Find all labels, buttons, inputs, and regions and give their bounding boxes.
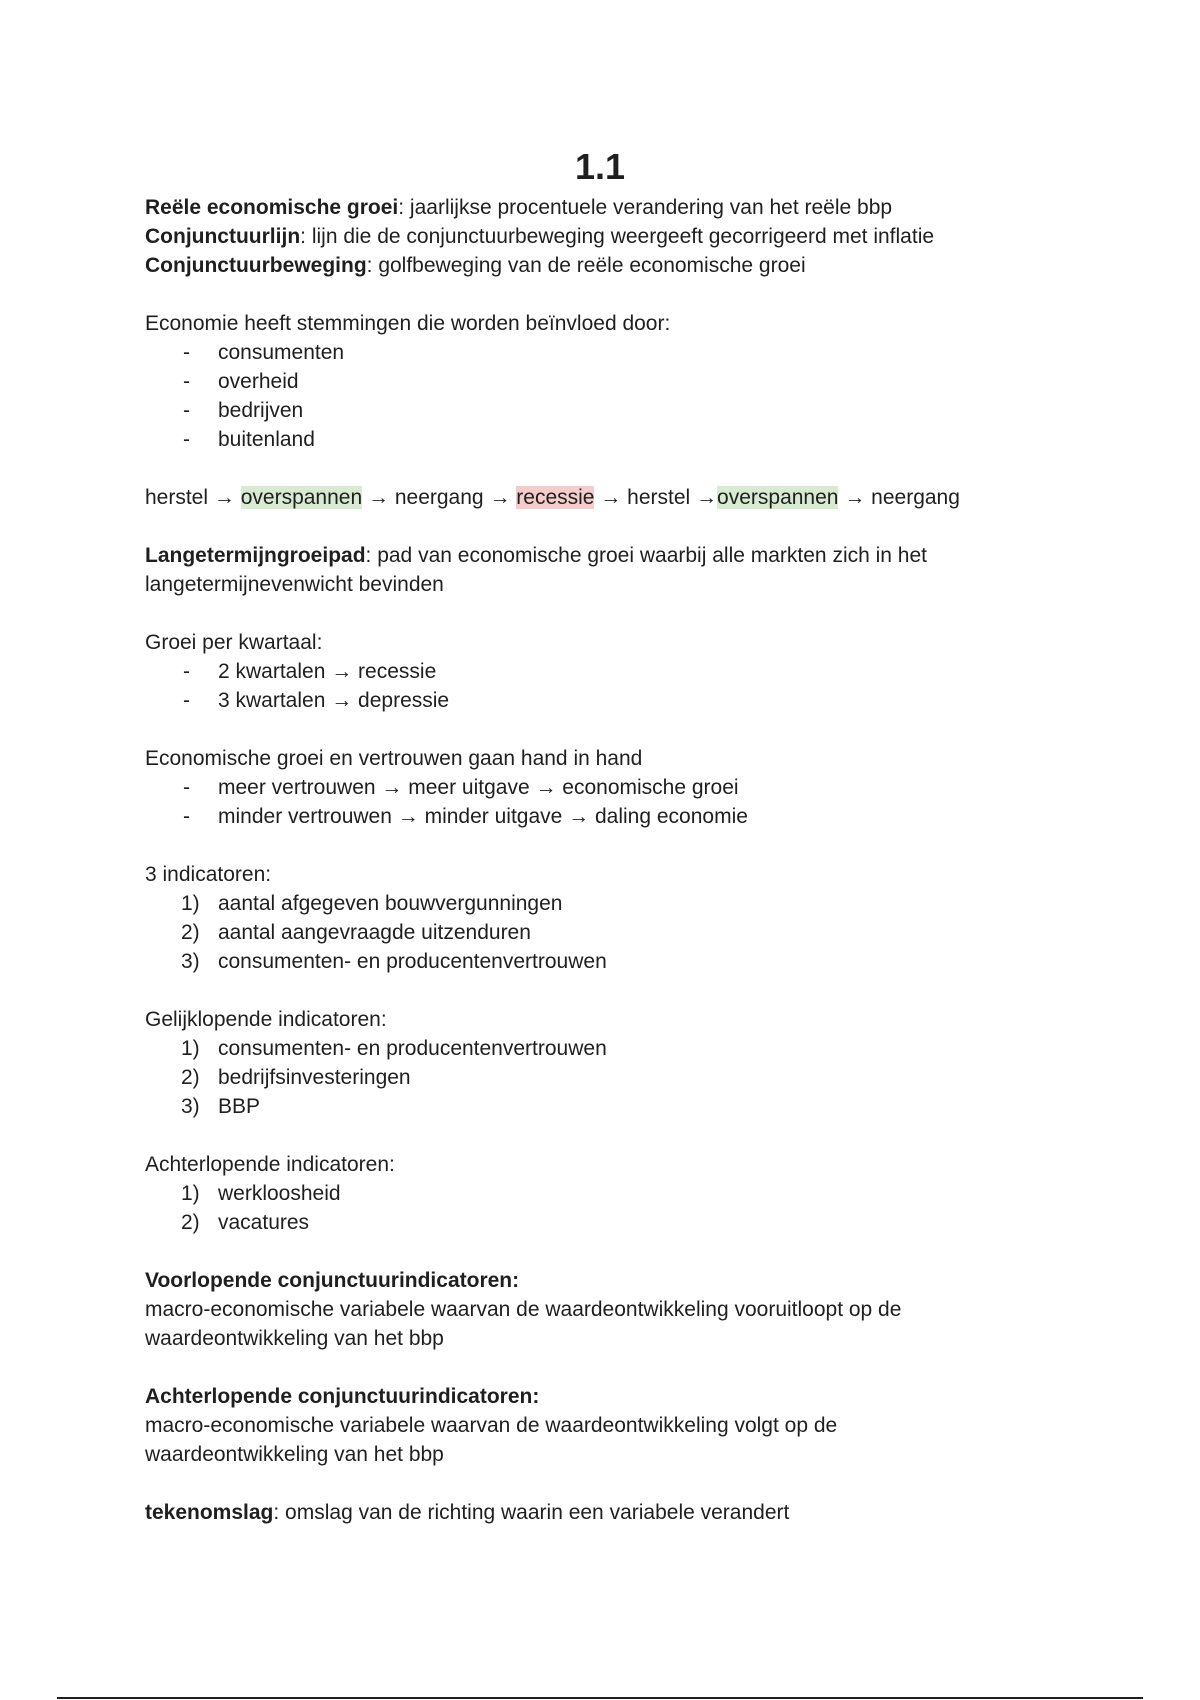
cycle-phase-neergang: neergang xyxy=(394,486,484,509)
list-item xyxy=(145,802,1065,831)
spacer xyxy=(145,1353,1065,1382)
definition-term: Achterlopende conjunctuurindicatoren: xyxy=(145,1385,540,1408)
dash-marker: - xyxy=(183,428,190,451)
cycle-phase-overspannen: overspannen xyxy=(717,486,839,509)
list-item-text: overheid xyxy=(218,370,299,393)
arrow-icon: → xyxy=(844,486,866,509)
stemmingen-list xyxy=(145,338,1065,454)
gelijklopend-list xyxy=(145,1034,1065,1121)
list-item xyxy=(145,657,1065,686)
list-item-text: 3 kwartalen → depressie xyxy=(218,689,450,712)
achterlopend-intro: Achterlopende indicatoren: xyxy=(145,1153,395,1176)
arrow-icon: → xyxy=(489,486,511,509)
list-item xyxy=(145,1092,1065,1121)
list-item-text: meer vertrouwen → meer uitgave → economische groei xyxy=(218,776,739,799)
dash-marker: - xyxy=(183,370,190,393)
spacer xyxy=(145,1469,1065,1498)
list-item xyxy=(145,1208,1065,1237)
list-item-text: werkloosheid xyxy=(218,1182,341,1205)
number-marker: 1) xyxy=(181,1037,200,1060)
definition-text: : pad van economische groei waarbij alle markten zich in het langetermijnevenwicht bevinden xyxy=(145,544,927,596)
business-cycle-line xyxy=(145,483,1065,512)
list-item xyxy=(145,947,1065,976)
definition-term: Langetermijngroeipad xyxy=(145,544,366,567)
spacer xyxy=(145,1237,1065,1266)
list-item xyxy=(145,1179,1065,1208)
number-marker: 1) xyxy=(181,1182,200,1205)
list-item-text: aantal afgegeven bouwvergunningen xyxy=(218,892,563,915)
cycle-phase-overspannen: overspannen xyxy=(240,486,363,509)
list-item xyxy=(145,773,1065,802)
number-marker: 2) xyxy=(181,921,200,944)
arrow-icon: → xyxy=(368,486,389,509)
list-item-text: buitenland xyxy=(218,428,315,451)
list-item-text: consumenten- en producentenvertrouwen xyxy=(218,1037,607,1060)
spacer xyxy=(145,599,1065,628)
spacer xyxy=(145,831,1065,860)
dash-marker: - xyxy=(183,776,190,799)
page-title: 1.1 xyxy=(574,146,626,187)
number-marker: 2) xyxy=(181,1066,200,1089)
indicatoren-intro: 3 indicatoren: xyxy=(145,863,272,886)
definition-conjunctuurbeweging xyxy=(145,251,1065,280)
spacer xyxy=(145,454,1065,483)
list-item xyxy=(145,338,1065,367)
list-item-text: BBP xyxy=(218,1095,261,1118)
arrow-icon: → xyxy=(600,486,622,509)
definition-text: : golfbeweging van de reële economische groei xyxy=(366,254,806,277)
definition-tekenomslag xyxy=(145,1498,1065,1527)
definition-text: : jaarlijkse procentuele verandering van het reële bbp xyxy=(398,196,893,219)
footer-divider xyxy=(57,1697,1143,1699)
list-item xyxy=(145,1034,1065,1063)
spacer xyxy=(145,976,1065,1005)
list-item-text: minder vertrouwen → minder uitgave → daling economie xyxy=(218,805,748,828)
list-item xyxy=(145,396,1065,425)
definition-term: Reële economische groei xyxy=(145,196,399,219)
gelijklopend-intro: Gelijklopende indicatoren: xyxy=(145,1008,387,1031)
definition-text: : omslag van de richting waarin een variabele verandert xyxy=(273,1501,790,1524)
list-item-text: vacatures xyxy=(218,1211,310,1234)
spacer xyxy=(145,280,1065,309)
definition-langetermijngroeipad xyxy=(145,541,1025,599)
list-item xyxy=(145,425,1065,454)
number-marker: 1) xyxy=(181,892,200,915)
list-item xyxy=(145,1063,1065,1092)
number-marker: 3) xyxy=(181,1095,200,1118)
cycle-phase-recessie: recessie xyxy=(516,486,595,509)
vertrouwen-list xyxy=(145,773,1065,831)
list-item xyxy=(145,889,1065,918)
list-item-text: consumenten- en producentenvertrouwen xyxy=(218,950,607,973)
definition-reele-groei xyxy=(145,193,1065,222)
list-item xyxy=(145,367,1065,396)
dash-marker: - xyxy=(183,341,190,364)
spacer xyxy=(145,715,1065,744)
spacer xyxy=(145,512,1065,541)
voorlopende-heading xyxy=(145,1266,1065,1295)
cycle-phase-herstel: herstel xyxy=(627,486,691,509)
number-marker: 2) xyxy=(181,1211,200,1234)
definition-term: tekenomslag xyxy=(145,1501,274,1524)
definition-term: Conjunctuurbeweging xyxy=(145,254,367,277)
list-item-text: consumenten xyxy=(218,341,345,364)
kwartaal-intro: Groei per kwartaal: xyxy=(145,631,323,654)
dash-marker: - xyxy=(183,689,190,712)
definition-term: Voorlopende conjunctuurindicatoren: xyxy=(145,1269,520,1292)
list-item-text: aantal aangevraagde uitzenduren xyxy=(218,921,531,944)
stemmingen-intro: Economie heeft stemmingen die worden beïnvloed door: xyxy=(145,312,671,335)
cycle-phase-herstel: herstel xyxy=(145,486,209,509)
definition-term: Conjunctuurlijn xyxy=(145,225,301,248)
kwartaal-list xyxy=(145,657,1065,715)
dash-marker: - xyxy=(183,805,190,828)
list-item-text: 2 kwartalen → recessie xyxy=(218,660,437,683)
list-item-text: bedrijven xyxy=(218,399,304,422)
list-item xyxy=(145,918,1065,947)
arrow-icon: → xyxy=(696,486,718,509)
indicatoren-list xyxy=(145,889,1065,976)
document-body xyxy=(145,193,1065,1527)
definition-text: : lijn die de conjunctuurbeweging weergeeft gecorrigeerd met inflatie xyxy=(300,225,935,248)
cycle-phase-neergang: neergang xyxy=(871,486,960,509)
arrow-icon: → xyxy=(213,486,235,509)
dash-marker: - xyxy=(183,399,190,422)
list-item xyxy=(145,686,1065,715)
achterlopend-list xyxy=(145,1179,1065,1237)
achterlopende-text: macro-economische variabele waarvan de waardeontwikkeling volgt op de waardeontwikkeling van het bbp xyxy=(145,1414,838,1466)
vertrouwen-intro: Economische groei en vertrouwen gaan hand in hand xyxy=(145,747,643,770)
definition-conjunctuurlijn xyxy=(145,222,1065,251)
voorlopende-text: macro-economische variabele waarvan de waardeontwikkeling vooruitloopt op de waardeontwikkeling van het bbp xyxy=(145,1298,902,1350)
list-item-text: bedrijfsinvesteringen xyxy=(218,1066,411,1089)
dash-marker: - xyxy=(183,660,190,683)
spacer xyxy=(145,1121,1065,1150)
number-marker: 3) xyxy=(181,950,200,973)
achterlopende-heading xyxy=(145,1382,1065,1411)
